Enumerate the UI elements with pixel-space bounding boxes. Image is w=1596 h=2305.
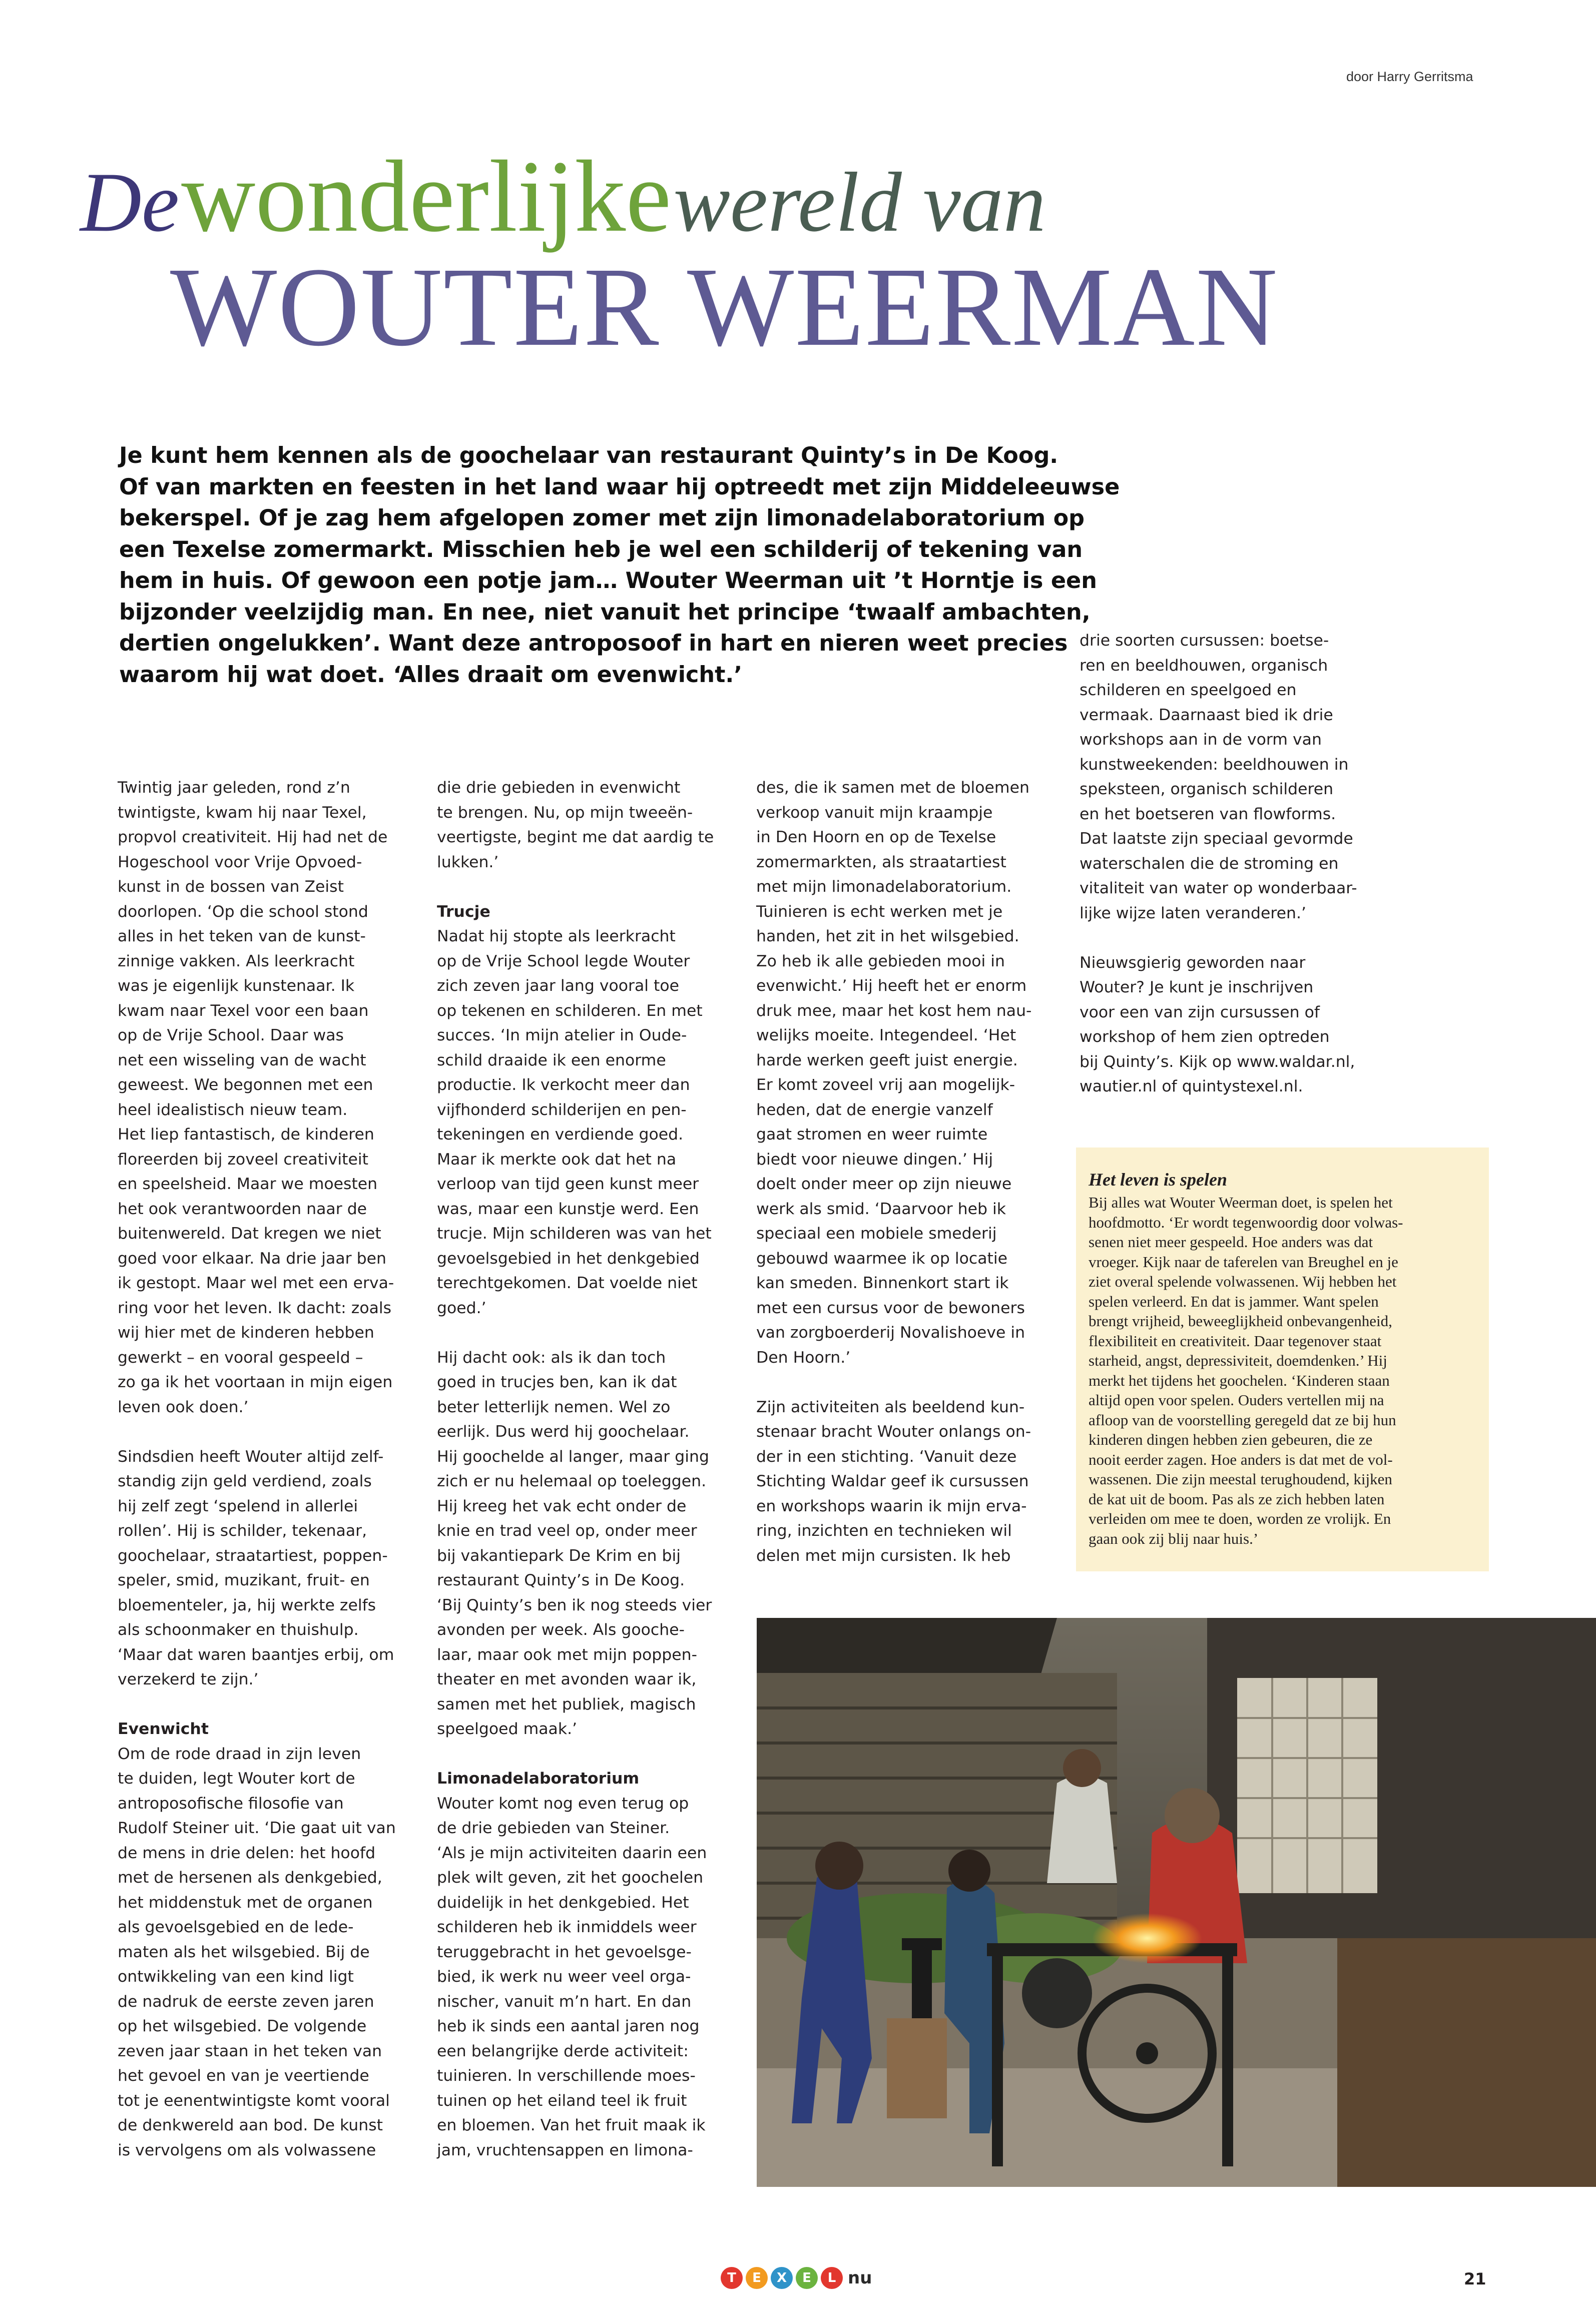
text-line: op tekenen en schilderen. En met — [437, 1001, 703, 1020]
sidebar-line: hoofdmotto. ‘Er wordt tegenwoordig door volwas- — [1089, 1213, 1403, 1231]
text-line: speelgoed maak.’ — [437, 1720, 578, 1738]
text-line: was, maar een kunstje werd. Een — [437, 1200, 699, 1218]
text-line: kan smeden. Binnenkort start ik — [756, 1274, 1009, 1292]
text-line: ontwikkeling van een kind ligt — [118, 1968, 354, 1986]
text-line: ring voor het leven. Ik dacht: zoals — [118, 1299, 392, 1317]
forge-photo-illustration — [757, 1618, 1596, 2187]
text-line: Hij kreeg het vak echt onder de — [437, 1497, 687, 1515]
text-line: tuinieren. In verschillende moes- — [437, 2067, 696, 2085]
text-line: veertigste, begint me dat aardig te — [437, 828, 714, 846]
text-line: gewerkt – en vooral gespeeld – — [118, 1348, 363, 1367]
text-line: het gevoel en van je veertiende — [118, 2067, 369, 2085]
text-line: knie en trad veel op, onder meer — [437, 1522, 697, 1540]
text-line: des, die ik samen met de bloemen — [756, 779, 1029, 797]
text-line: doelt onder meer op zijn nieuwe — [756, 1175, 1012, 1193]
text-line: het ook verantwoorden naar de — [118, 1200, 367, 1218]
sidebar-text — [1089, 1193, 1476, 1548]
text-line: harde werken geeft juist energie. — [756, 1051, 1018, 1069]
text-line: een Texelse zomermarkt. Misschien heb je wel een schilderij of tekening van — [119, 536, 1083, 562]
text-line: bied, ik werk nu weer veel orga- — [437, 1968, 691, 1986]
forge-photo — [757, 1618, 1596, 2187]
text-line: Stichting Waldar geef ik cursussen — [756, 1472, 1029, 1490]
paragraph-gap — [118, 1692, 418, 1717]
text-line: ‘Maar dat waren baantjes erbij, om — [118, 1645, 394, 1664]
paragraph-gap — [118, 1420, 418, 1445]
text-line: die drie gebieden in evenwicht — [437, 779, 681, 797]
text-line: Wouter komt nog even terug op — [437, 1794, 689, 1813]
sidebar-line: senen niet meer gespeeld. Hoe anders was dat — [1089, 1233, 1373, 1251]
text-line: te duiden, legt Wouter kort de — [118, 1770, 355, 1788]
text-line: te brengen. Nu, op mijn tweeën- — [437, 803, 693, 822]
text-line: gaat stromen en weer ruimte — [756, 1125, 988, 1143]
text-line: Om de rode draad in zijn leven — [118, 1745, 361, 1763]
text-line: druk mee, maar het kost hem nau- — [756, 1001, 1032, 1020]
text-line: goochelaar, straatartiest, poppen- — [118, 1546, 388, 1565]
text-line: der in een stichting. ‘Vanuit deze — [756, 1447, 1017, 1466]
sidebar-line: brengt vrijheid, beweeglijkheid onbevangenheid, — [1089, 1312, 1392, 1330]
text-line: zomermarkten, als straatartiest — [756, 853, 1006, 871]
text-line: evenwicht.’ Hij heeft het er enorm — [756, 977, 1027, 995]
section-heading: Evenwicht — [118, 1720, 209, 1738]
text-line: met de hersenen als denkgebied, — [118, 1869, 382, 1887]
section-heading: Limonadelaboratorium — [437, 1770, 640, 1788]
text-line: tekeningen en verdiende goed. — [437, 1125, 684, 1143]
text-line: teruggebracht in het gevoelsge- — [437, 1943, 692, 1961]
text-line: Tuinieren is echt werken met je — [756, 902, 1003, 921]
text-line: samen met het publiek, magisch — [437, 1695, 696, 1713]
text-line: goed voor elkaar. Na drie jaar ben — [118, 1249, 386, 1268]
text-line: biedt voor nieuwe dingen.’ Hij — [756, 1150, 993, 1169]
text-line: Hij goochelde al langer, maar ging — [437, 1447, 709, 1466]
text-line: propvol creativiteit. Hij had net de — [118, 828, 388, 846]
headline-de: De — [80, 155, 180, 249]
text-line: en workshops waarin ik mijn erva- — [756, 1497, 1027, 1515]
page-number: 21 — [1464, 2269, 1486, 2288]
sidebar-line: verleiden om mee te doen, worden ze vrolijk. En — [1089, 1510, 1391, 1527]
intro-paragraph — [119, 440, 1120, 691]
sidebar-line: gaan ook zij blij naar huis.’ — [1089, 1529, 1259, 1547]
logo-suffix: nu — [848, 2268, 872, 2288]
text-line: Zijn activiteiten als beeldend kun- — [756, 1398, 1025, 1416]
text-line: in Den Hoorn en op de Texelse — [756, 828, 996, 846]
text-line: zo ga ik het voortaan in mijn eigen — [118, 1373, 393, 1391]
text-line: zeven jaar staan in het teken van — [118, 2042, 382, 2060]
sidebar-line: vroeger. Kijk naar de taferelen van Breughel en je — [1089, 1253, 1398, 1271]
text-line: Het liep fantastisch, de kinderen — [118, 1125, 374, 1143]
sidebar-line: Bij alles wat Wouter Weerman doet, is spelen het — [1089, 1194, 1393, 1211]
text-line: de denkwereld aan bod. De kunst — [118, 2116, 383, 2134]
text-line: eerlijk. Dus werd hij goochelaar. — [437, 1423, 690, 1441]
text-line: stenaar bracht Wouter onlangs on- — [756, 1423, 1031, 1441]
text-line: werk als smid. ‘Daarvoor heb ik — [756, 1200, 1006, 1218]
article-column-1 — [118, 776, 418, 2163]
text-line: rollen’. Hij is schilder, tekenaar, — [118, 1522, 367, 1540]
text-line: goed.’ — [437, 1299, 486, 1317]
text-line: tuinen op het eiland teel ik fruit — [437, 2091, 687, 2110]
text-line: ‘Bij Quinty’s ben ik nog steeds vier — [437, 1596, 712, 1614]
article-column-2 — [437, 776, 737, 2163]
text-line: antroposofische filosofie van — [118, 1794, 344, 1813]
text-line: Rudolf Steiner uit. ‘Die gaat uit van — [118, 1819, 396, 1837]
text-line: kunst in de bossen van Zeist — [118, 878, 344, 896]
text-line: de mens in drie delen: het hoofd — [118, 1844, 376, 1862]
text-line: zinnige vakken. Als leerkracht — [118, 952, 355, 970]
article-column-3 — [756, 776, 1067, 1568]
text-line: tot je eenentwintigste komt vooral — [118, 2091, 390, 2110]
text-line: geweest. We begonnen met een — [118, 1076, 373, 1094]
article-column-4 — [1080, 629, 1390, 1099]
paragraph-gap — [437, 1321, 737, 1346]
headline-wonderlijke: wonderlijke — [181, 140, 672, 253]
text-line: de nadruk de eerste zeven jaren — [118, 1992, 374, 2011]
text-line: bijzonder veelzijdig man. En nee, niet vanuit het principe ‘twaalf ambachten, — [119, 599, 1091, 625]
paragraph-gap — [1080, 926, 1390, 951]
text-line: floreerden bij zoveel creativiteit — [118, 1150, 368, 1169]
text-line: op de Vrije School legde Wouter — [437, 952, 690, 970]
text-line: de drie gebieden van Steiner. — [437, 1819, 670, 1837]
sidebar-line: altijd open voor spelen. Ouders vertellen mij na — [1089, 1391, 1384, 1409]
text-line: als schoonmaker en thuishulp. — [118, 1621, 359, 1639]
text-line: lijke wijze laten veranderen.’ — [1080, 904, 1306, 922]
text-line: hem in huis. Of gewoon een potje jam… Wouter Weerman uit ’t Horntje is een — [119, 568, 1097, 594]
text-line: gevoelsgebied in het denkgebied — [437, 1249, 700, 1268]
text-line: het middenstuk met de organen — [118, 1893, 373, 1912]
sidebar-box — [1076, 1147, 1489, 1571]
text-line: duidelijk in het denkgebied. Het — [437, 1893, 689, 1912]
text-line: ring, inzichten en technieken wil — [756, 1522, 1012, 1540]
text-line: en bloemen. Van het fruit maak ik — [437, 2116, 706, 2134]
text-line: plek wilt geven, zit het goochelen — [437, 1869, 704, 1887]
logo-letter: T — [721, 2267, 743, 2289]
text-line: Of van markten en feesten in het land waar hij optreedt met zijn Middeleeuwse — [119, 474, 1120, 500]
sidebar-line: spelen verleerd. En dat is jammer. Want spelen — [1089, 1292, 1379, 1310]
text-line: workshop of hem zien optreden — [1080, 1028, 1330, 1046]
text-line: twintigste, kwam hij naar Texel, — [118, 803, 367, 822]
text-line: bekerspel. Of je zag hem afgelopen zomer met zijn limonadelaboratorium op — [119, 505, 1085, 531]
text-line: vitaliteit van water op wonderbaar- — [1080, 879, 1357, 897]
sidebar-line: flexibiliteit en creativiteit. Daar tegenover staat — [1089, 1332, 1382, 1350]
text-line: schilderen heb ik inmiddels weer — [437, 1918, 697, 1936]
sidebar-line: nooit eerder zagen. Hoe anders is dat met de vol- — [1089, 1450, 1393, 1468]
text-line: Er komt zoveel vrij aan mogelijk- — [756, 1076, 1015, 1094]
logo-letter: E — [796, 2267, 818, 2289]
text-line: Den Hoorn.’ — [756, 1348, 851, 1367]
text-line: Je kunt hem kennen als de goochelaar van restaurant Quinty’s in De Koog. — [119, 443, 1058, 468]
text-line: laar, maar ook met mijn poppen- — [437, 1645, 697, 1664]
text-line: verzekerd te zijn.’ — [118, 1670, 259, 1688]
sidebar-line: merkt het tijdens het goochelen. ‘Kinderen staan — [1089, 1371, 1390, 1389]
paragraph-gap — [756, 1370, 1067, 1395]
text-line: wautier.nl of quintystexel.nl. — [1080, 1077, 1303, 1095]
texel-nu-logo — [721, 2267, 872, 2289]
logo-letter: L — [821, 2267, 843, 2289]
text-line: Hogeschool voor Vrije Opvoed- — [118, 853, 362, 871]
text-line: heden, dat de energie vanzelf — [756, 1100, 993, 1119]
logo-letter: E — [746, 2267, 768, 2289]
headline-name: WOUTER WEERMAN — [170, 244, 1279, 369]
text-line: op de Vrije School. Daar was — [118, 1026, 344, 1044]
text-line: buitenwereld. Dat kregen we niet — [118, 1225, 381, 1243]
text-line: op het wilsgebied. De volgende — [118, 2017, 367, 2035]
text-line: kunstweekenden: beeldhouwen in — [1080, 755, 1349, 774]
text-line: een belangrijke derde activiteit: — [437, 2042, 689, 2060]
text-line: speksteen, organisch schilderen — [1080, 780, 1334, 798]
text-line: bij Quinty’s. Kijk op www.waldar.nl, — [1080, 1052, 1355, 1071]
text-line: lukken.’ — [437, 853, 499, 871]
text-line: hij zelf zegt ‘spelend in allerlei — [118, 1497, 358, 1515]
text-line: verloop van tijd geen kunst meer — [437, 1175, 699, 1193]
text-line: schilderen en speelgoed en — [1080, 681, 1297, 699]
sidebar-line: starheid, angst, depressiviteit, doemdenken.’ Hij — [1089, 1352, 1387, 1369]
text-line: trucje. Mijn schilderen was van het — [437, 1225, 712, 1243]
text-line: Twintig jaar geleden, rond z’n — [118, 779, 350, 797]
text-line: speler, smid, muzikant, fruit- en — [118, 1571, 370, 1589]
text-line: bij vakantiepark De Krim en bij — [437, 1546, 681, 1565]
text-line: theater en met avonden waar ik, — [437, 1670, 697, 1688]
text-line: speciaal een mobiele smederij — [756, 1225, 997, 1243]
text-line: met een cursus voor de bewoners — [756, 1299, 1025, 1317]
text-line: workshops aan in de vorm van — [1080, 731, 1322, 749]
text-line: drie soorten cursussen: boetse- — [1080, 632, 1329, 650]
text-line: nischer, vanuit m’n hart. En dan — [437, 1992, 692, 2011]
text-line: zich zeven jaar lang vooral toe — [437, 977, 680, 995]
text-line: voor een van zijn cursussen of — [1080, 1003, 1320, 1021]
text-line: beter letterlijk nemen. Wel zo — [437, 1398, 671, 1416]
text-line: als gevoelsgebied en de lede- — [118, 1918, 354, 1936]
text-line: Nadat hij stopte als leerkracht — [437, 927, 676, 945]
text-line: alles in het teken van de kunst- — [118, 927, 366, 945]
headline-line-1 — [80, 140, 1046, 253]
text-line: vijfhonderd schilderijen en pen- — [437, 1100, 687, 1119]
text-line: goed in trucjes ben, kan ik dat — [437, 1373, 677, 1391]
text-line: van zorgboerderij Novalishoeve in — [756, 1324, 1025, 1342]
text-line: met mijn limonadelaboratorium. — [756, 878, 1012, 896]
text-line: Wouter? Je kunt je inschrijven — [1080, 978, 1314, 996]
text-line: schild draaide ik een enorme — [437, 1051, 666, 1069]
text-line: bloementeler, ja, hij werkte zelfs — [118, 1596, 376, 1614]
text-line: ik gestopt. Maar wel met een erva- — [118, 1274, 394, 1292]
text-line: en speelsheid. Maar we moesten — [118, 1175, 378, 1193]
sidebar-line: kinderen dingen hebben zien gebeuren, die ze — [1089, 1431, 1373, 1448]
text-line: was je eigenlijk kunstenaar. Ik — [118, 977, 355, 995]
text-line: doorlopen. ‘Op die school stond — [118, 902, 368, 921]
sidebar-line: ziet overal spelende volwassenen. Wij hebben het — [1089, 1273, 1397, 1290]
text-line: jam, vruchtensappen en limona- — [437, 2141, 693, 2159]
section-heading: Trucje — [437, 902, 490, 921]
text-line: gebouwd waarmee ik op locatie — [756, 1249, 1008, 1268]
text-line: Maar ik merkte ook dat het na — [437, 1150, 677, 1169]
text-line: en het boetseren van flowforms. — [1080, 805, 1336, 823]
text-line: waterschalen die de stroming en — [1080, 854, 1339, 873]
sidebar-line: wassenen. Die zijn meestal terughoudend, kijken — [1089, 1470, 1392, 1488]
text-line: Dat laatste zijn speciaal gevormde — [1080, 830, 1353, 848]
logo-letter: X — [771, 2267, 793, 2289]
text-line: verkoop vanuit mijn kraampje — [756, 803, 993, 822]
text-line: vermaak. Daarnaast bied ik drie — [1080, 706, 1333, 724]
sidebar-title: Het leven is spelen — [1089, 1170, 1227, 1190]
text-line: ‘Als je mijn activiteiten daarin een — [437, 1844, 707, 1862]
text-line: net een wisseling van de wacht — [118, 1051, 366, 1069]
text-line: handen, het zit in het wilsgebied. — [756, 927, 1019, 945]
text-line: Zo heb ik alle gebieden mooi in — [756, 952, 1005, 970]
headline-wereld-van: wereld van — [673, 155, 1046, 249]
text-line: Sindsdien heeft Wouter altijd zelf- — [118, 1447, 384, 1466]
text-line: terechtgekomen. Dat voelde niet — [437, 1274, 698, 1292]
text-line: kwam naar Texel voor een baan — [118, 1001, 369, 1020]
text-line: ren en beeldhouwen, organisch — [1080, 656, 1328, 675]
sidebar-line: afloop van de voorstelling geregeld dat ze bij hun — [1089, 1411, 1396, 1429]
text-line: delen met mijn cursisten. Ik heb — [756, 1546, 1011, 1565]
text-line: zich er nu helemaal op toeleggen. — [437, 1472, 707, 1490]
text-line: avonden per week. Als gooche- — [437, 1621, 685, 1639]
text-line: heb ik sinds een aantal jaren nog — [437, 2017, 700, 2035]
text-line: welijks moeite. Integendeel. ‘Het — [756, 1026, 1016, 1044]
text-line: dertien ongelukken’. Want deze antroposoof in hart en nieren weet precies — [119, 631, 1068, 656]
byline: door Harry Gerritsma — [1346, 69, 1473, 84]
text-line: standig zijn geld verdiend, zoals — [118, 1472, 372, 1490]
text-line: restaurant Quinty’s in De Koog. — [437, 1571, 685, 1589]
text-line: Hij dacht ook: als ik dan toch — [437, 1348, 666, 1367]
text-line: productie. Ik verkocht meer dan — [437, 1076, 690, 1094]
text-line: succes. ‘In mijn atelier in Oude- — [437, 1026, 687, 1044]
text-line: leven ook doen.’ — [118, 1398, 249, 1416]
text-line: heel idealistisch nieuw team. — [118, 1100, 348, 1119]
text-line: maten als het wilsgebied. Bij de — [118, 1943, 370, 1961]
text-line: wij hier met de kinderen hebben — [118, 1324, 374, 1342]
text-line: waarom hij wat doet. ‘Alles draait om evenwicht.’ — [119, 662, 743, 688]
text-line: is vervolgens om als volwassene — [118, 2141, 376, 2159]
text-line: Nieuwsgierig geworden naar — [1080, 953, 1306, 972]
sidebar-line: de kat uit de boom. Pas als ze zich hebben laten — [1089, 1490, 1385, 1508]
